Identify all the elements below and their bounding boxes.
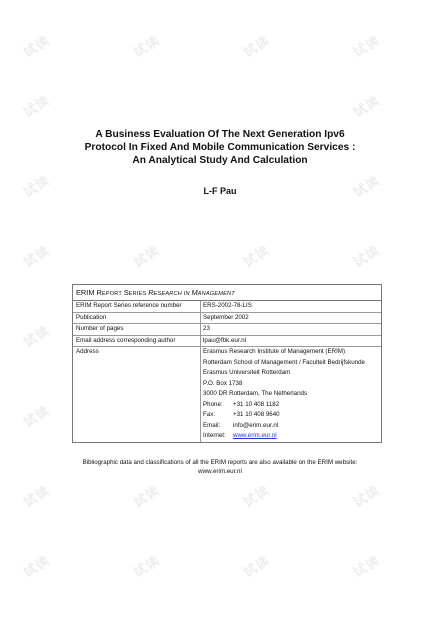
address-line: Erasmus Universiteit Rotterdam xyxy=(203,369,291,376)
website-link[interactable]: www.erim.eur.nl xyxy=(233,432,277,439)
fax-line xyxy=(203,410,381,421)
watermark: 试读 xyxy=(241,483,273,511)
heading-text: EPORT xyxy=(101,291,124,297)
watermark: 试读 xyxy=(241,33,273,61)
watermark: 试读 xyxy=(351,553,383,581)
address-line: Rotterdam School of Management / Faculteit Bedrijfskunde xyxy=(203,358,365,366)
watermark: 试读 xyxy=(21,403,53,431)
row-label: Email address corresponding author xyxy=(73,336,201,347)
title-line: Protocol In Fixed And Mobile Communication Services : xyxy=(84,142,356,153)
row-label: ERIM Report Series reference number xyxy=(73,301,201,312)
phone-label: Phone: xyxy=(203,400,223,408)
address-block xyxy=(201,347,381,442)
heading-text: ESEARCH IN xyxy=(153,291,192,297)
row-value: lpau@fbk.eur.nl xyxy=(203,336,247,344)
address-line: P.O. Box 1738 xyxy=(203,379,243,387)
heading-text: ANAGEMENT xyxy=(197,291,235,297)
row-value: ERS-2002-78-LIS xyxy=(203,302,252,309)
internet-line xyxy=(203,431,381,442)
row-label: Address xyxy=(73,347,201,442)
heading-text: M xyxy=(191,288,198,297)
heading-text: ERIM R xyxy=(76,288,102,297)
watermark: 试读 xyxy=(21,483,53,511)
phone-line xyxy=(203,400,381,411)
table-row xyxy=(73,324,381,336)
watermark: 试读 xyxy=(351,93,383,121)
email-line xyxy=(203,421,381,432)
address-line: Erasmus Research Institute of Management (ERIM) xyxy=(203,348,346,355)
report-info-table xyxy=(72,284,382,443)
watermark: 试读 xyxy=(351,483,383,511)
table-row xyxy=(73,313,381,325)
row-value: 23 xyxy=(203,325,210,332)
watermark: 试读 xyxy=(21,33,53,61)
watermark: 试读 xyxy=(351,243,383,271)
fax-number: +31 10 408 9640 xyxy=(233,411,280,418)
fax-label: Fax: xyxy=(203,411,216,418)
bibliographic-note xyxy=(60,459,380,476)
row-label: Publication xyxy=(73,313,201,324)
email-label: Email: xyxy=(203,421,221,429)
watermark: 试读 xyxy=(351,33,383,61)
table-row xyxy=(73,301,381,313)
note-website: www.erim.eur.nl xyxy=(198,467,242,475)
document-title xyxy=(60,128,380,167)
watermark: 试读 xyxy=(131,553,163,581)
phone-number: +31 10 408 1182 xyxy=(233,400,280,408)
watermark: 试读 xyxy=(21,553,53,581)
address-line: 3000 DR Rotterdam, The Netherlands xyxy=(203,390,308,397)
row-value: September 2002 xyxy=(203,313,249,321)
watermark: 试读 xyxy=(21,323,53,351)
watermark: 试读 xyxy=(21,93,53,121)
watermark: 试读 xyxy=(21,173,53,201)
table-row xyxy=(73,336,381,348)
watermark: 试读 xyxy=(131,483,163,511)
row-label: Number of pages xyxy=(73,324,201,335)
report-series-heading xyxy=(73,285,381,301)
watermark: 试读 xyxy=(131,243,163,271)
title-line: An Analytical Study And Calculation xyxy=(132,155,308,166)
heading-text: S xyxy=(123,288,129,297)
title-line: A Business Evaluation Of The Next Generation Ipv6 xyxy=(95,129,345,140)
heading-text: ERIES xyxy=(128,291,149,297)
email-address: info@erim.eur.nl xyxy=(233,421,279,429)
watermark: 试读 xyxy=(241,243,273,271)
watermark: 试读 xyxy=(351,173,383,201)
heading-text: R xyxy=(148,288,154,297)
watermark: 试读 xyxy=(241,553,273,581)
address-row xyxy=(73,347,381,442)
watermark: 试读 xyxy=(131,33,163,61)
watermark: 试读 xyxy=(21,243,53,271)
internet-label: Internet: xyxy=(203,432,226,439)
author-name: L-F Pau xyxy=(203,186,237,196)
note-text: Bibliographic data and classifications of all the ERIM reports are also available on the ERIM website: xyxy=(82,459,358,466)
